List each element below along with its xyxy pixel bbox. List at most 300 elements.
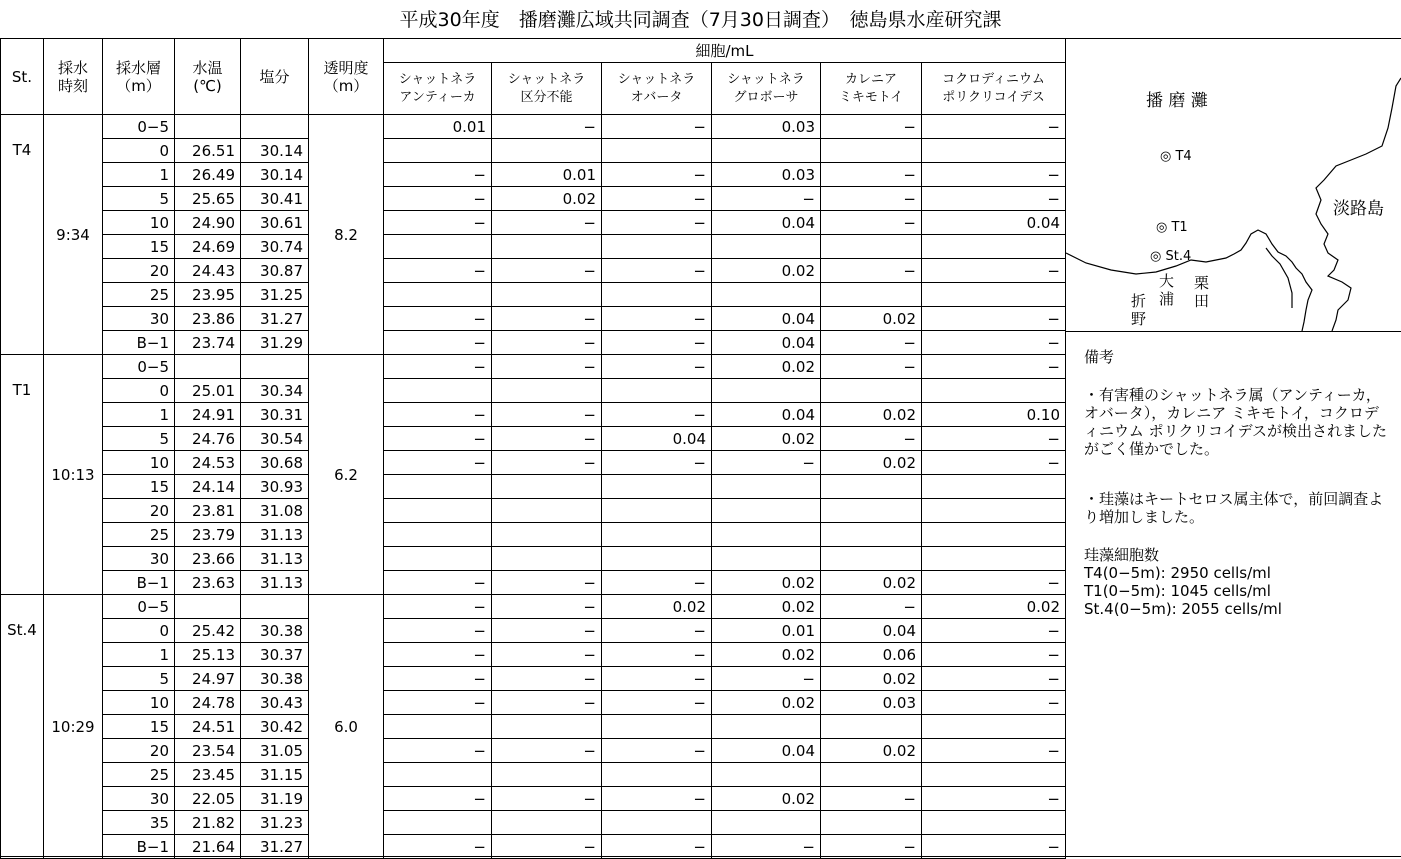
cell-count: − bbox=[712, 835, 821, 859]
table-row bbox=[1, 691, 1066, 715]
depth-cell: 30 bbox=[103, 307, 175, 331]
table-row bbox=[1, 643, 1066, 667]
salinity-cell: 30.54 bbox=[241, 427, 309, 451]
table-row bbox=[1, 715, 1066, 739]
depth-cell: 30 bbox=[103, 547, 175, 571]
cell-count: − bbox=[602, 211, 712, 235]
cell-count bbox=[922, 379, 1066, 403]
cell-count bbox=[712, 475, 821, 499]
transparency-cell: 6.2 bbox=[309, 355, 384, 595]
salinity-cell: 31.27 bbox=[241, 835, 309, 859]
cell-count bbox=[922, 283, 1066, 307]
cell-count: − bbox=[492, 331, 602, 355]
cell-count bbox=[384, 499, 492, 523]
cell-count: − bbox=[922, 307, 1066, 331]
cell-count: − bbox=[922, 787, 1066, 811]
cell-count bbox=[384, 547, 492, 571]
salinity-cell: 30.93 bbox=[241, 475, 309, 499]
table-row bbox=[1, 283, 1066, 307]
cell-count: − bbox=[602, 571, 712, 595]
cell-count: − bbox=[602, 259, 712, 283]
temperature-cell: 24.69 bbox=[175, 235, 241, 259]
cell-count bbox=[922, 547, 1066, 571]
salinity-cell: 31.13 bbox=[241, 547, 309, 571]
salinity-cell: 30.31 bbox=[241, 403, 309, 427]
cell-count: − bbox=[492, 691, 602, 715]
cell-count: 0.01 bbox=[384, 115, 492, 139]
depth-cell: 15 bbox=[103, 235, 175, 259]
cell-count: − bbox=[492, 115, 602, 139]
notes-paragraph-2: ・珪藻はキートセロス属主体で，前回調査より増加しました。 bbox=[1084, 490, 1384, 526]
cell-count bbox=[602, 547, 712, 571]
cell-count bbox=[712, 139, 821, 163]
salinity-cell: 30.37 bbox=[241, 643, 309, 667]
cell-count: 0.04 bbox=[712, 307, 821, 331]
cell-count: − bbox=[821, 163, 922, 187]
cell-count: − bbox=[384, 355, 492, 379]
place-label: 田 bbox=[1194, 292, 1210, 310]
cell-count: − bbox=[922, 643, 1066, 667]
cell-count bbox=[602, 523, 712, 547]
cell-count: − bbox=[384, 451, 492, 475]
temperature-cell bbox=[175, 355, 241, 379]
time-cell: 10:13 bbox=[44, 355, 103, 595]
temperature-cell: 23.63 bbox=[175, 571, 241, 595]
salinity-cell: 30.43 bbox=[241, 691, 309, 715]
cell-count bbox=[712, 547, 821, 571]
table-row bbox=[1, 763, 1066, 787]
cell-count: − bbox=[492, 595, 602, 619]
cell-count: − bbox=[384, 259, 492, 283]
table-row bbox=[1, 787, 1066, 811]
table-row bbox=[1, 115, 1066, 139]
cell-count bbox=[922, 811, 1066, 835]
cell-count: − bbox=[922, 691, 1066, 715]
table-row bbox=[1, 595, 1066, 619]
cell-count: 0.04 bbox=[821, 619, 922, 643]
cell-count bbox=[384, 379, 492, 403]
station-marker-t1: ◎ T1 bbox=[1156, 220, 1188, 235]
notes-heading: 備考 bbox=[1084, 348, 1115, 366]
depth-cell: 30 bbox=[103, 787, 175, 811]
temperature-cell bbox=[175, 115, 241, 139]
cell-count: − bbox=[922, 355, 1066, 379]
cell-count bbox=[922, 139, 1066, 163]
temperature-cell: 24.76 bbox=[175, 427, 241, 451]
cell-count: − bbox=[602, 691, 712, 715]
salinity-cell: 31.08 bbox=[241, 499, 309, 523]
cell-count: − bbox=[821, 835, 922, 859]
cell-count: − bbox=[384, 307, 492, 331]
cell-count: − bbox=[922, 619, 1066, 643]
table-row bbox=[1, 451, 1066, 475]
cell-count bbox=[602, 283, 712, 307]
notes-paragraph-1: ・有害種のシャットネラ属（アンティーカ，オバータ），カレニア ミキモトイ，コクロディニウム ポリクリコイデスが検出されましたがごく僅かでした。 bbox=[1084, 386, 1387, 458]
cell-count bbox=[821, 811, 922, 835]
cell-count: − bbox=[922, 427, 1066, 451]
header-species-5: カレニア ミキモトイ bbox=[821, 63, 922, 115]
cell-count: − bbox=[602, 331, 712, 355]
table-row bbox=[1, 355, 1066, 379]
cell-count bbox=[712, 283, 821, 307]
salinity-cell: 30.42 bbox=[241, 715, 309, 739]
salinity-cell bbox=[241, 595, 309, 619]
cell-count: − bbox=[492, 739, 602, 763]
temperature-cell: 25.01 bbox=[175, 379, 241, 403]
cell-count bbox=[384, 283, 492, 307]
area-map bbox=[1066, 38, 1401, 332]
salinity-cell: 31.13 bbox=[241, 523, 309, 547]
cell-count: 0.02 bbox=[712, 595, 821, 619]
salinity-cell: 30.14 bbox=[241, 163, 309, 187]
cell-count bbox=[384, 139, 492, 163]
cell-count: − bbox=[492, 259, 602, 283]
cell-count: − bbox=[922, 667, 1066, 691]
cell-count: − bbox=[492, 211, 602, 235]
cell-count: 0.03 bbox=[712, 115, 821, 139]
depth-cell: 25 bbox=[103, 763, 175, 787]
cell-count bbox=[821, 499, 922, 523]
cell-count bbox=[602, 763, 712, 787]
cell-count: − bbox=[922, 259, 1066, 283]
cell-count: − bbox=[602, 643, 712, 667]
header-time: 採水 時刻 bbox=[44, 39, 103, 115]
depth-cell: 10 bbox=[103, 451, 175, 475]
cell-count: 0.02 bbox=[712, 571, 821, 595]
cell-count: − bbox=[384, 835, 492, 859]
cell-count: 0.02 bbox=[712, 427, 821, 451]
cell-count bbox=[492, 379, 602, 403]
table-row bbox=[1, 547, 1066, 571]
table-row bbox=[1, 235, 1066, 259]
cell-count: − bbox=[922, 451, 1066, 475]
depth-cell: 5 bbox=[103, 187, 175, 211]
cell-count: − bbox=[492, 451, 602, 475]
cell-count bbox=[492, 715, 602, 739]
cell-count: 0.02 bbox=[492, 187, 602, 211]
temperature-cell: 23.74 bbox=[175, 331, 241, 355]
salinity-cell: 31.25 bbox=[241, 283, 309, 307]
depth-cell: 15 bbox=[103, 475, 175, 499]
cell-count: − bbox=[602, 787, 712, 811]
salinity-cell: 30.14 bbox=[241, 139, 309, 163]
cell-count: 0.03 bbox=[821, 691, 922, 715]
cell-count: 0.02 bbox=[821, 667, 922, 691]
cell-count: − bbox=[602, 451, 712, 475]
temperature-cell: 24.51 bbox=[175, 715, 241, 739]
cell-count bbox=[384, 811, 492, 835]
cell-count bbox=[492, 499, 602, 523]
cell-count: − bbox=[384, 331, 492, 355]
temperature-cell: 23.54 bbox=[175, 739, 241, 763]
table-row bbox=[1, 403, 1066, 427]
cell-count: − bbox=[922, 187, 1066, 211]
cell-count bbox=[492, 283, 602, 307]
cell-count: 0.01 bbox=[492, 163, 602, 187]
cell-count: − bbox=[821, 259, 922, 283]
cell-count: 0.02 bbox=[821, 307, 922, 331]
salinity-cell: 31.27 bbox=[241, 307, 309, 331]
header-species-1: シャットネラ アンティーカ bbox=[384, 63, 492, 115]
cell-count: − bbox=[602, 307, 712, 331]
station-cell: T4 bbox=[1, 115, 44, 355]
place-label: 折 bbox=[1131, 292, 1147, 310]
salinity-cell: 30.38 bbox=[241, 667, 309, 691]
salinity-cell: 30.41 bbox=[241, 187, 309, 211]
shikoku-coast bbox=[1066, 230, 1312, 331]
cell-count: 0.02 bbox=[712, 787, 821, 811]
depth-cell: 1 bbox=[103, 643, 175, 667]
cell-count: − bbox=[384, 667, 492, 691]
cell-count: − bbox=[384, 787, 492, 811]
salinity-cell bbox=[241, 355, 309, 379]
depth-cell: 25 bbox=[103, 523, 175, 547]
cell-count: 0.04 bbox=[712, 331, 821, 355]
cell-count: 0.10 bbox=[922, 403, 1066, 427]
cell-count: − bbox=[492, 619, 602, 643]
cell-count: − bbox=[712, 187, 821, 211]
cell-count: − bbox=[712, 667, 821, 691]
diatom-heading: 珪藻細胞数 bbox=[1084, 546, 1160, 564]
temperature-cell: 24.97 bbox=[175, 667, 241, 691]
depth-cell: 10 bbox=[103, 691, 175, 715]
depth-cell: 1 bbox=[103, 163, 175, 187]
cell-count bbox=[384, 523, 492, 547]
sea-label: 播 磨 灘 bbox=[1146, 91, 1208, 111]
cell-count: 0.03 bbox=[712, 163, 821, 187]
table-row bbox=[1, 835, 1066, 859]
temperature-cell: 26.49 bbox=[175, 163, 241, 187]
station-cell: St.4 bbox=[1, 595, 44, 859]
header-transparency: 透明度 （m） bbox=[309, 39, 384, 115]
cell-count: 0.02 bbox=[821, 571, 922, 595]
cell-count: − bbox=[602, 739, 712, 763]
time-cell: 10:29 bbox=[44, 595, 103, 859]
cell-count bbox=[712, 811, 821, 835]
cell-count bbox=[821, 547, 922, 571]
cell-count: − bbox=[384, 643, 492, 667]
cell-count: − bbox=[492, 427, 602, 451]
cell-count: 0.04 bbox=[712, 739, 821, 763]
cell-count: − bbox=[602, 187, 712, 211]
salinity-cell bbox=[241, 115, 309, 139]
cell-count bbox=[602, 475, 712, 499]
cell-count bbox=[712, 715, 821, 739]
salinity-cell: 31.13 bbox=[241, 571, 309, 595]
temperature-cell: 23.95 bbox=[175, 283, 241, 307]
cell-count: − bbox=[922, 835, 1066, 859]
cell-count: − bbox=[602, 619, 712, 643]
cell-count: − bbox=[602, 115, 712, 139]
cell-count: − bbox=[492, 643, 602, 667]
cell-count: − bbox=[384, 403, 492, 427]
cell-count bbox=[821, 523, 922, 547]
temperature-cell: 24.53 bbox=[175, 451, 241, 475]
cell-count bbox=[821, 283, 922, 307]
cell-count: 0.02 bbox=[602, 595, 712, 619]
header-salinity: 塩分 bbox=[241, 39, 309, 115]
depth-cell: B−1 bbox=[103, 571, 175, 595]
cell-count bbox=[922, 763, 1066, 787]
station-cell: T1 bbox=[1, 355, 44, 595]
cell-count bbox=[602, 499, 712, 523]
cell-count bbox=[602, 235, 712, 259]
bay-inlet bbox=[1266, 248, 1292, 308]
cell-count: 0.04 bbox=[712, 403, 821, 427]
salinity-cell: 30.61 bbox=[241, 211, 309, 235]
cell-count: − bbox=[492, 355, 602, 379]
cell-count: − bbox=[821, 187, 922, 211]
header-species-3: シャットネラ オバータ bbox=[602, 63, 712, 115]
temperature-cell: 24.14 bbox=[175, 475, 241, 499]
depth-cell: 0 bbox=[103, 379, 175, 403]
cell-count: − bbox=[821, 595, 922, 619]
header-cells: 細胞/mL bbox=[384, 39, 1066, 63]
temperature-cell: 23.66 bbox=[175, 547, 241, 571]
depth-cell: 35 bbox=[103, 811, 175, 835]
cell-count bbox=[384, 475, 492, 499]
cell-count bbox=[821, 139, 922, 163]
cell-count: − bbox=[384, 739, 492, 763]
cell-count bbox=[492, 475, 602, 499]
depth-cell: B−1 bbox=[103, 835, 175, 859]
station-marker-st4: ◎ St.4 bbox=[1150, 249, 1192, 264]
cell-count: − bbox=[821, 115, 922, 139]
cell-count: 0.02 bbox=[821, 739, 922, 763]
diatom-count: T1(0−5m): 1045 cells/ml bbox=[1084, 582, 1271, 600]
temperature-cell: 21.64 bbox=[175, 835, 241, 859]
temperature-cell: 24.43 bbox=[175, 259, 241, 283]
cell-count: − bbox=[922, 331, 1066, 355]
place-label: 大 bbox=[1159, 272, 1175, 290]
cell-count: − bbox=[922, 163, 1066, 187]
cell-count: − bbox=[602, 667, 712, 691]
cell-count: − bbox=[821, 427, 922, 451]
header-species-2: シャットネラ 区分不能 bbox=[492, 63, 602, 115]
header-temp: 水温 (℃) bbox=[175, 39, 241, 115]
salinity-cell: 31.15 bbox=[241, 763, 309, 787]
cell-count bbox=[492, 547, 602, 571]
page-title: 平成30年度 播磨灘広域共同調査（7月30日調査） 徳島県水産研究課 bbox=[399, 9, 1002, 31]
cell-count bbox=[492, 139, 602, 163]
cell-count: − bbox=[821, 355, 922, 379]
depth-cell: 10 bbox=[103, 211, 175, 235]
table-row bbox=[1, 163, 1066, 187]
depth-cell: 0 bbox=[103, 619, 175, 643]
cell-count: 0.02 bbox=[712, 355, 821, 379]
cell-count: 0.02 bbox=[922, 595, 1066, 619]
table-row bbox=[1, 427, 1066, 451]
temperature-cell: 22.05 bbox=[175, 787, 241, 811]
depth-cell: 1 bbox=[103, 403, 175, 427]
temperature-cell: 24.90 bbox=[175, 211, 241, 235]
cell-count: − bbox=[492, 571, 602, 595]
time-cell: 9:34 bbox=[44, 115, 103, 355]
cell-count: − bbox=[384, 691, 492, 715]
cell-count bbox=[821, 235, 922, 259]
cell-count: − bbox=[602, 403, 712, 427]
salinity-cell: 30.87 bbox=[241, 259, 309, 283]
depth-cell: 0 bbox=[103, 139, 175, 163]
cell-count: 0.01 bbox=[712, 619, 821, 643]
cell-count bbox=[602, 811, 712, 835]
cell-count bbox=[712, 235, 821, 259]
temperature-cell: 25.42 bbox=[175, 619, 241, 643]
cell-count bbox=[712, 763, 821, 787]
table-row bbox=[1, 523, 1066, 547]
transparency-cell: 8.2 bbox=[309, 115, 384, 355]
cell-count: 0.04 bbox=[712, 211, 821, 235]
cell-count bbox=[821, 379, 922, 403]
diatom-count: St.4(0−5m): 2055 cells/ml bbox=[1084, 600, 1282, 618]
salinity-cell: 31.05 bbox=[241, 739, 309, 763]
table-row bbox=[1, 475, 1066, 499]
table-row bbox=[1, 571, 1066, 595]
cell-count bbox=[492, 763, 602, 787]
place-label: 野 bbox=[1131, 310, 1147, 328]
header-layer: 採水層 （m） bbox=[103, 39, 175, 115]
depth-cell: 0−5 bbox=[103, 355, 175, 379]
header-st: St. bbox=[1, 39, 44, 115]
cell-count bbox=[821, 715, 922, 739]
depth-cell: 0−5 bbox=[103, 115, 175, 139]
cell-count bbox=[602, 715, 712, 739]
cell-count: 0.02 bbox=[821, 403, 922, 427]
temperature-cell: 23.86 bbox=[175, 307, 241, 331]
cell-count: 0.02 bbox=[712, 643, 821, 667]
depth-cell: 5 bbox=[103, 667, 175, 691]
table-row bbox=[1, 259, 1066, 283]
cell-count: − bbox=[492, 403, 602, 427]
table-row bbox=[1, 307, 1066, 331]
cell-count: − bbox=[492, 787, 602, 811]
cell-count bbox=[922, 475, 1066, 499]
cell-count: 0.02 bbox=[821, 451, 922, 475]
cell-count: − bbox=[384, 571, 492, 595]
station-marker-t4: ◎ T4 bbox=[1160, 149, 1192, 164]
depth-cell: 20 bbox=[103, 499, 175, 523]
table-row bbox=[1, 619, 1066, 643]
cell-count bbox=[602, 139, 712, 163]
place-label: 栗 bbox=[1194, 274, 1210, 292]
header-species-6: コクロディニウム ポリクリコイデス bbox=[922, 63, 1066, 115]
cell-count: − bbox=[602, 355, 712, 379]
cell-count: − bbox=[384, 595, 492, 619]
table-row bbox=[1, 379, 1066, 403]
cell-count: − bbox=[384, 163, 492, 187]
cell-count: 0.04 bbox=[602, 427, 712, 451]
place-label: 浦 bbox=[1159, 290, 1175, 308]
cell-count: − bbox=[492, 667, 602, 691]
cell-count: − bbox=[602, 835, 712, 859]
table-row bbox=[1, 811, 1066, 835]
salinity-cell: 31.23 bbox=[241, 811, 309, 835]
cell-count: 0.02 bbox=[712, 691, 821, 715]
temperature-cell: 23.45 bbox=[175, 763, 241, 787]
temperature-cell bbox=[175, 595, 241, 619]
cell-count: − bbox=[384, 619, 492, 643]
table-row bbox=[1, 139, 1066, 163]
depth-cell: 0−5 bbox=[103, 595, 175, 619]
cell-count bbox=[821, 763, 922, 787]
cell-count: − bbox=[821, 211, 922, 235]
depth-cell: 20 bbox=[103, 259, 175, 283]
cell-count: − bbox=[384, 211, 492, 235]
table-row bbox=[1, 211, 1066, 235]
cell-count bbox=[492, 523, 602, 547]
cell-count: − bbox=[712, 451, 821, 475]
temperature-cell: 23.81 bbox=[175, 499, 241, 523]
